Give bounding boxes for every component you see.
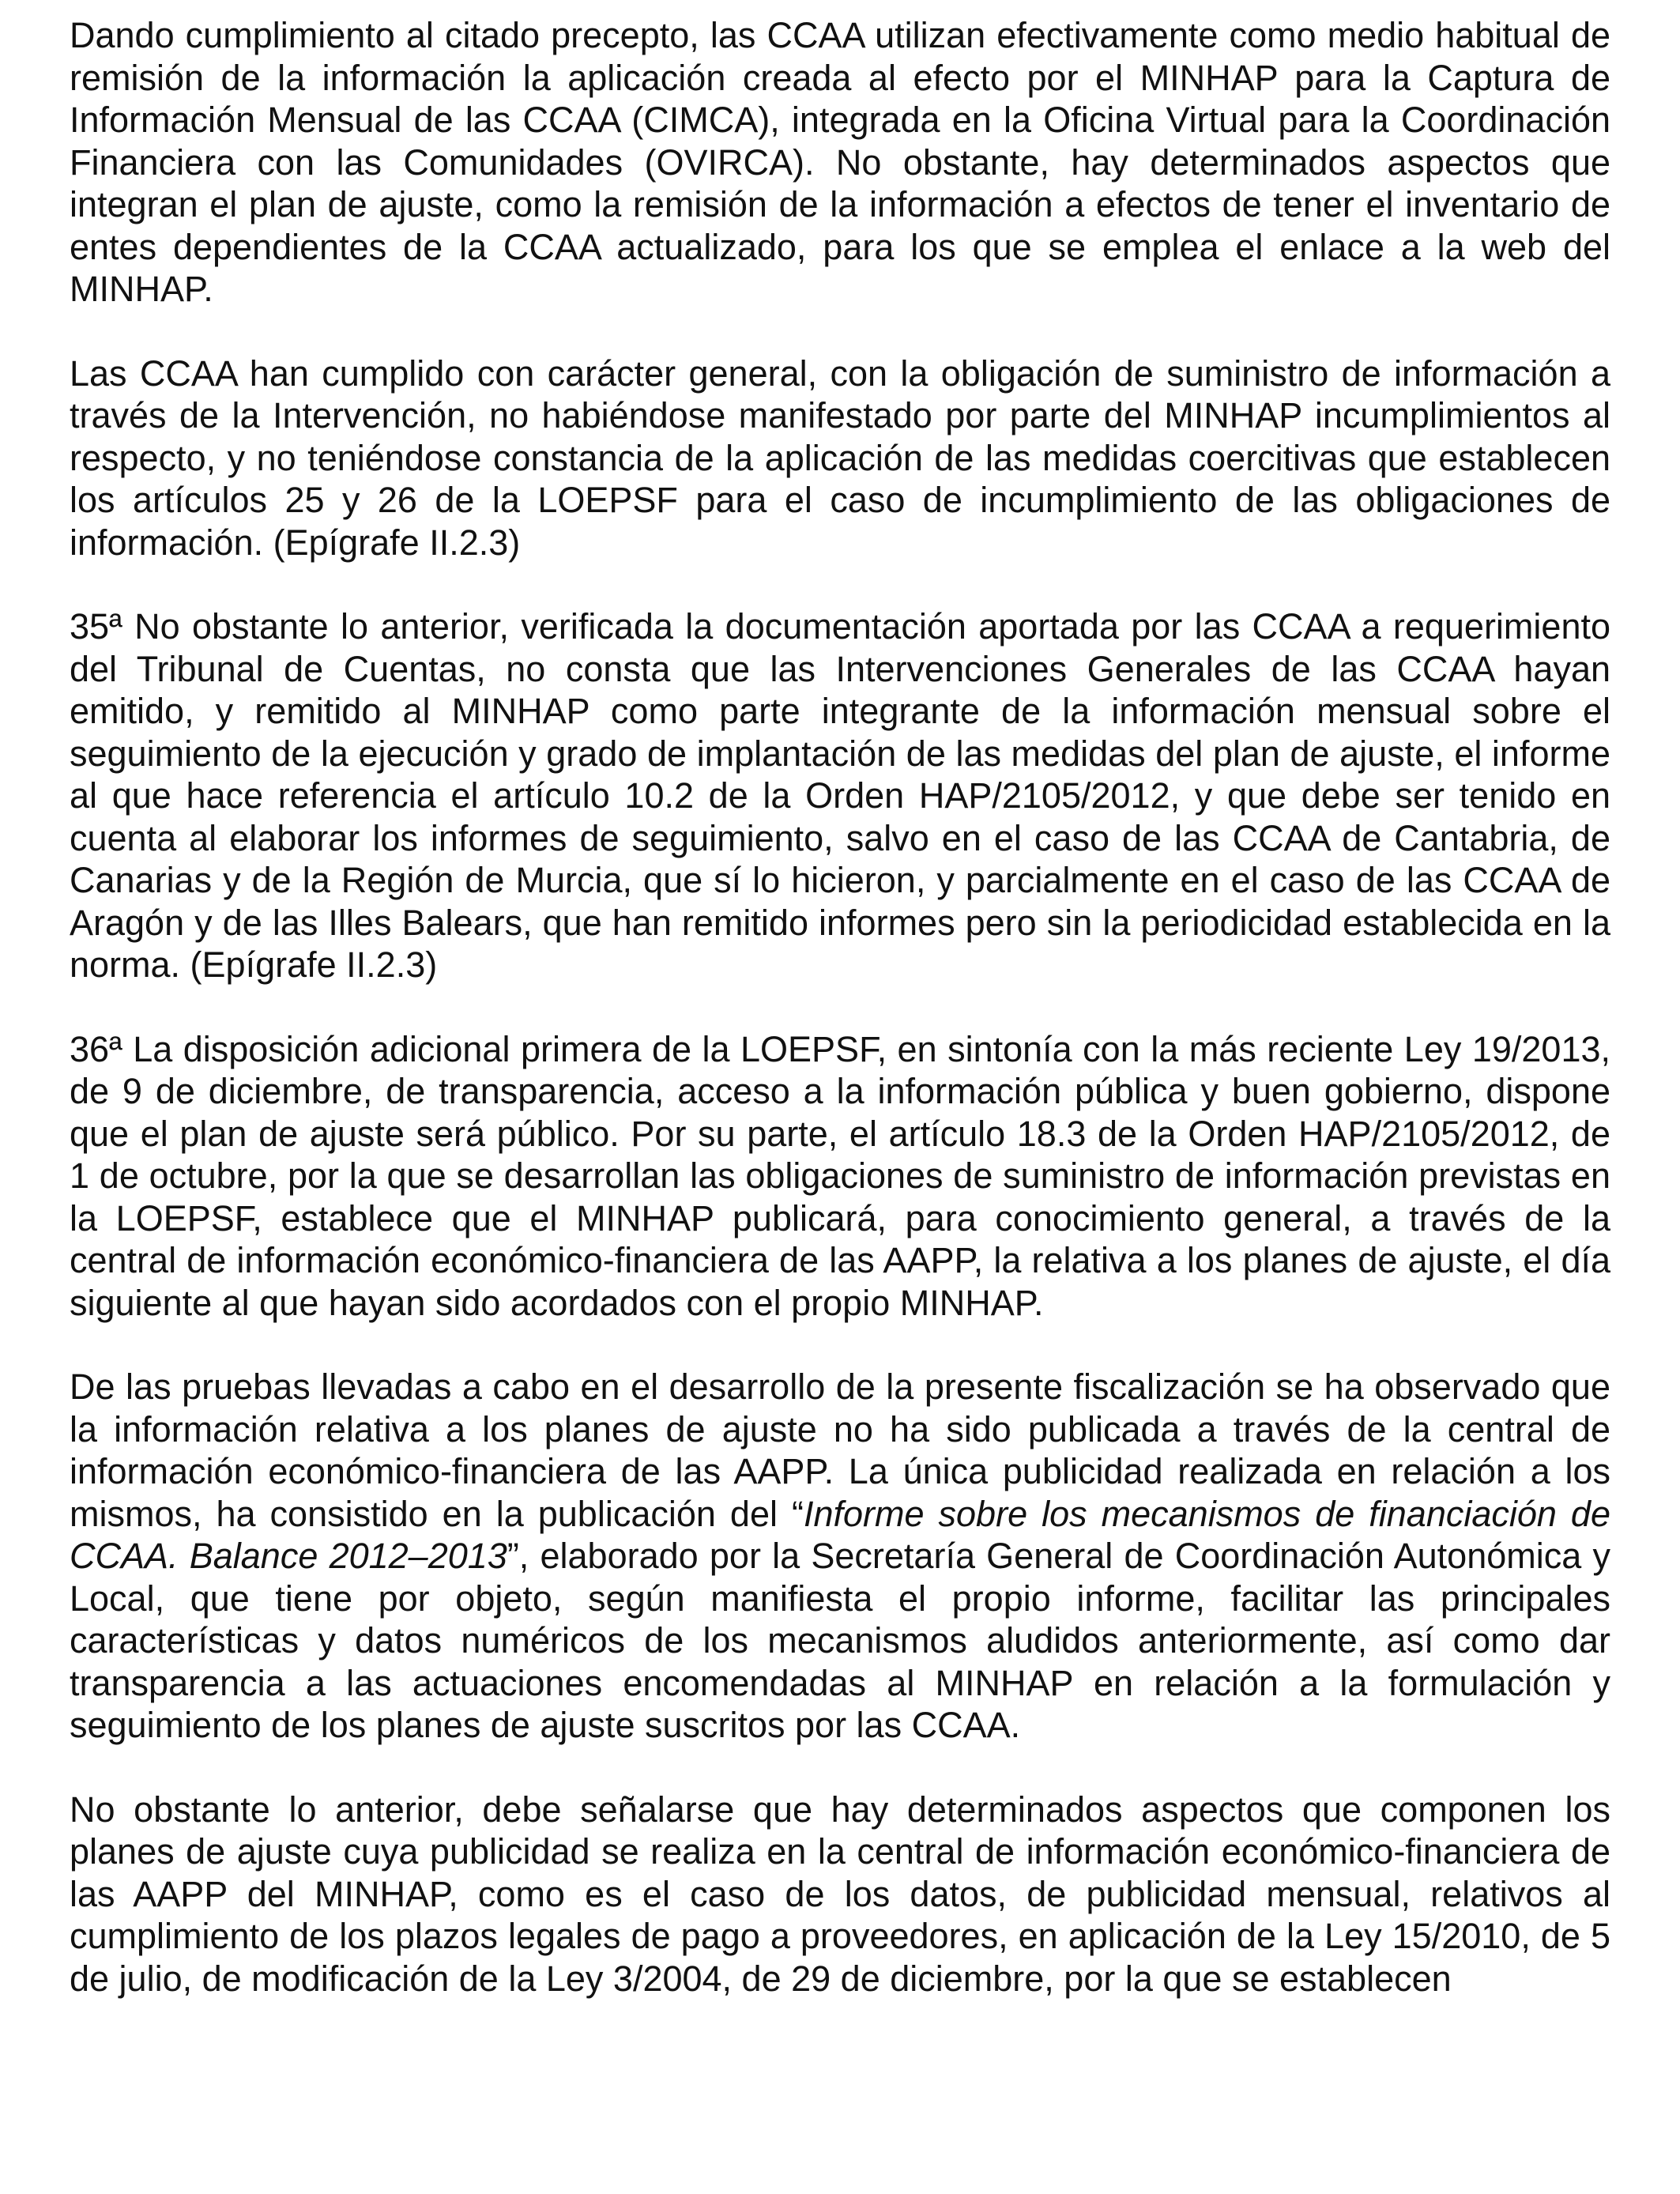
paragraph-cimca-ovirca — [70, 14, 1610, 311]
paragraph-aspectos-publicidad — [70, 1789, 1610, 2000]
paragraph-suministro-informacion — [70, 352, 1610, 564]
paragraph-text: De las pruebas llevadas a cabo en el desarrollo de la presente fiscalización se ha observado que la información relativa a los planes de ajuste no ha sido publicada a través de la central de información económico-financiera de las AAPP. La única publicidad realizada en relación a los mismos, ha consistido en la publicación del “ — [70, 1367, 1610, 1534]
paragraph-text: 36ª La disposición adicional primera de la LOEPSF, en sintonía con la más reciente Ley 19/2013, de 9 de diciembre, de transparencia, acceso a la información pública y buen gobierno, dispone que el plan de ajuste será público. Por su parte, el artículo 18.3 de la Orden HAP/2105/2012, de 1 de octubre, por la que se desarrollan las obligaciones de suministro de información previstas en la LOEPSF, establece que el MINHAP publicará, para conocimiento general, a través de la central de información económico-financiera de las AAPP, la relativa a los planes de ajuste, el día siguiente al que hayan sido acordados con el propio MINHAP. — [70, 1028, 1610, 1323]
document-page — [70, 14, 1610, 2041]
paragraph-text: Las CCAA han cumplido con carácter general, con la obligación de suministro de información a través de la Intervención, no habiéndose manifestado por parte del MINHAP incumplimientos al respecto, y no teniéndose constancia de la aplicación de las medidas coercitivas que establecen los artículos 25 y 26 de la LOEPSF para el caso de incumplimiento de las obligaciones de información. (Epígrafe II.2.3) — [70, 352, 1610, 563]
paragraph-text: ”, elaborado por la Secretaría General de Coordinación Autonómica y Local, que tiene por objeto, según manifiesta el propio informe, facilitar las principales características y datos numéricos de los mecanismos aludidos anteriormente, así como dar transparencia a las actuaciones encomendadas al MINHAP en relación a la formulación y seguimiento de los planes de ajuste suscritos por las CCAA. — [70, 1536, 1610, 1745]
paragraph-conclusion-35 — [70, 605, 1610, 986]
paragraph-text: Dando cumplimiento al citado precepto, las CCAA utilizan efectivamente como medio habitual de remisión de la información la aplicación creada al efecto por el MINHAP para la Captura de Información Mensual de las CCAA (CIMCA), integrada en la Oficina Virtual para la Coordinación Financiera con las Comunidades (OVIRCA). No obstante, hay determinados aspectos que integran el plan de ajuste, como la remisión de la información a efectos de tener el inventario de entes dependientes de la CCAA actualizado, para los que se emplea el enlace a la web del MINHAP. — [70, 15, 1610, 309]
paragraph-conclusion-36 — [70, 1028, 1610, 1325]
paragraph-pruebas-publicidad — [70, 1366, 1610, 1747]
report-title-italic: Informe sobre los mecanismos de financiación de CCAA. Balance 2012–2013 — [70, 1493, 1610, 1576]
paragraph-text: 35ª No obstante lo anterior, verificada la documentación aportada por las CCAA a requerimiento del Tribunal de Cuentas, no consta que las Intervenciones Generales de las CCAA hayan emitido, y remitido al MINHAP como parte integrante de la información mensual sobre el seguimiento de la ejecución y grado de implantación de las medidas del plan de ajuste, el informe al que hace referencia el artículo 10.2 de la Orden HAP/2105/2012, y que debe ser tenido en cuenta al elaborar los informes de seguimiento, salvo en el caso de las CCAA de Cantabria, de Canarias y de la Región de Murcia, que sí lo hicieron, y parcialmente en el caso de las CCAA de Aragón y de las Illes Balears, que han remitido informes pero sin la periodicidad establecida en la norma. (Epígrafe II.2.3) — [70, 606, 1610, 985]
paragraph-text: No obstante lo anterior, debe señalarse que hay determinados aspectos que componen los planes de ajuste cuya publicidad se realiza en la central de información económico-financiera de las AAPP del MINHAP, como es el caso de los datos, de publicidad mensual, relativos al cumplimiento de los plazos legales de pago a proveedores, en aplicación de la Ley 15/2010, de 5 de julio, de modificación de la Ley 3/2004, de 29 de diciembre, por la que se establecen — [70, 1789, 1610, 1999]
